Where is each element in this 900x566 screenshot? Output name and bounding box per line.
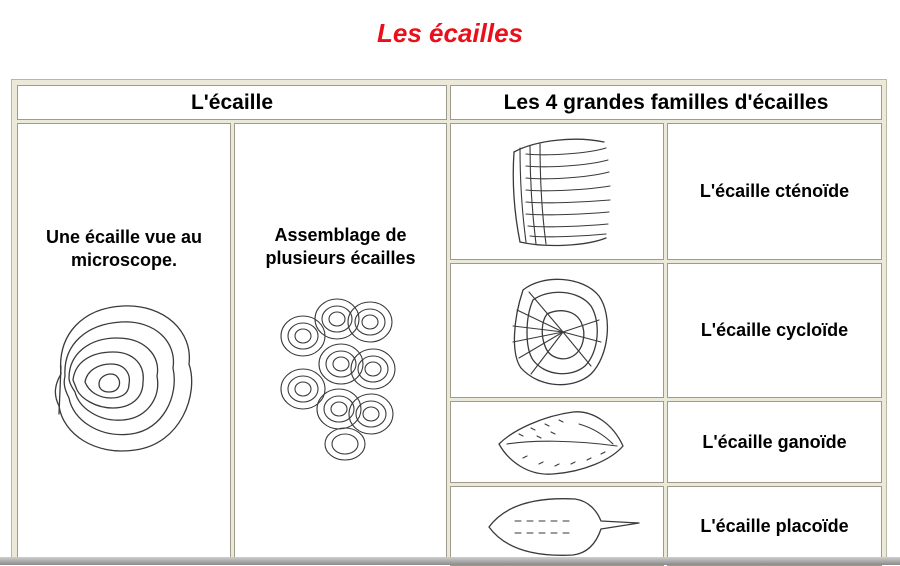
assembly-label [235, 222, 446, 272]
window-bottom-bar [0, 557, 900, 565]
cycloid-image-cell [450, 263, 664, 398]
cycloid-label: L'écaille cycloïde [667, 263, 882, 398]
scale-microscope-drawing [43, 294, 203, 464]
microscope-label-line-1: Une écaille vue au [45, 227, 203, 247]
microscope-label [18, 224, 230, 274]
placoid-scale-drawing [485, 491, 645, 563]
assembly-label-line-1: Assemblage de [274, 225, 407, 245]
ganoid-image-cell [450, 401, 664, 483]
ctenoid-scale-drawing [506, 132, 616, 252]
header-scale: L'écaille [17, 85, 447, 120]
ctenoid-image-cell [450, 123, 664, 260]
microscope-label-line-2: microscope. [70, 250, 178, 270]
placoid-label: L'écaille placoïde [667, 486, 882, 566]
assembly-panel [234, 123, 447, 563]
placoid-image-cell [450, 486, 664, 566]
scales-table [11, 79, 887, 565]
assembly-label-line-2: plusieurs écailles [265, 248, 416, 268]
page-title: Les écailles [377, 18, 523, 48]
scales-assembly-drawing [275, 294, 405, 464]
ctenoid-label: L'écaille cténoïde [667, 123, 882, 260]
microscope-panel [17, 123, 231, 563]
ganoid-label: L'écaille ganoïde [667, 401, 882, 483]
cycloid-scale-drawing [503, 270, 613, 392]
header-families: Les 4 grandes familles d'écailles [450, 85, 882, 120]
ganoid-scale-drawing [493, 406, 628, 480]
